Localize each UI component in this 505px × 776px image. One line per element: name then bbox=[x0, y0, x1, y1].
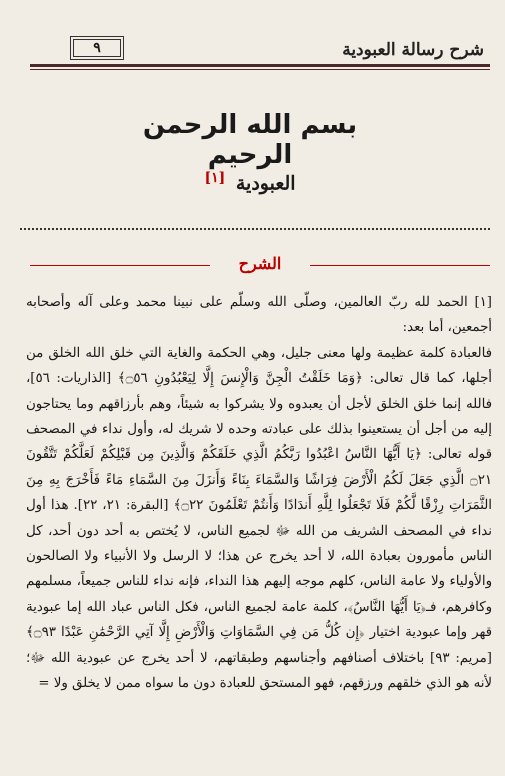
paragraph-1: [١] الحمد لله ربّ العالمين، وصلّى الله وسلّم على نبينا محمد وعلى آله وأصحابه أجمعين، أما بعد: bbox=[26, 295, 492, 336]
section-title bbox=[150, 170, 350, 194]
page-number: ٩ bbox=[93, 40, 101, 56]
sharh-rule-right bbox=[310, 265, 490, 266]
header-rule-thick bbox=[30, 64, 490, 67]
basmala-calligraphy: بسم الله الرحمن الرحيم bbox=[142, 110, 358, 170]
commentary-body bbox=[26, 290, 492, 770]
page-number-box bbox=[70, 36, 124, 60]
sharh-heading bbox=[30, 254, 490, 278]
sharh-label: الشرح bbox=[238, 254, 282, 273]
page-header bbox=[30, 40, 490, 72]
paragraph-2: فالعبادة كلمة عظيمة ولها معنى جليل، وهي الحكمة والغاية التي خلق الله الخلق من أجلها، كما قال تعالى: ﴿وَمَا خَلَقْتُ الْجِنَّ وَالْإِنسَ إِلَّا لِيَعْبُدُونِ ۝٥٦﴾ [الذاريات: ٥٦]، فالله إنما خلق الخلق لأجل أن يعبدوه ولا يشركوا به شيئاً، وهم بأرزاقهم وما يحتاجون إليه من أجل أن يستعينوا بذلك على عبادته وحده لا شريك له، وأول نداء في المصحف قوله تعالى: ﴿يَا أَيُّهَا النَّاسُ اعْبُدُوا رَبَّكُمُ الَّذِي خَلَقَكُمْ وَالَّذِينَ مِن قَبْلِكُمْ لَعَلَّكُمْ تَتَّقُونَ ۝٢١ الَّذِي جَعَلَ لَكُمُ الْأَرْضَ فِرَاشًا وَالسَّمَاءَ بِنَاءً وَأَنزَلَ مِنَ السَّمَاءِ مَاءً فَأَخْرَجَ بِهِ مِنَ الثَّمَرَاتِ رِزْقًا لَّكُمْ فَلَا تَجْعَلُوا لِلَّهِ أَندَادًا وَأَنتُمْ تَعْلَمُونَ ۝٢٢﴾ [البقرة: ٢١، ٢٢]. هذا أول نداء في المصحف الشريف من الله ﷻ لجميع الناس، لا يُختص به أحد دون أحد، كل الناس مأمورون بعبادة الله، لا أحد يخرج عن هذا؛ لا الرسل ولا الأنبياء ولا الصالحون والأولياء ولا عامة الناس، كلهم موجه إليهم هذا النداء، فإنه نداء للناس جميعاً، مسلمهم وكافرهم، فـ﴿يَا أَيُّهَا النَّاسُ﴾، كلمة عامة لجميع الناس، فكل الناس عباد الله إما عبودية قهر وإما عبودية اختيار ﴿إِن كُلُّ مَن فِي السَّمَاوَاتِ وَالْأَرْضِ إِلَّا آتِي الرَّحْمَٰنِ عَبْدًا ۝٩٣﴾ [مريم: ٩٣] باختلاف أصنافهم وأجناسهم وطبقاتهم، لا أحد يخرج عن عبودية الله ﷻ؛ لأنه هو الذي خلقهم ورزقهم، فهو المستحق للعبادة دون ما سواه ممن لا يخلق ولا = bbox=[26, 345, 492, 692]
header-rule-thin bbox=[30, 69, 490, 70]
section-title-text: العبودية bbox=[235, 172, 296, 195]
footnote-marker: [١] bbox=[204, 170, 226, 186]
dotted-divider bbox=[20, 228, 490, 230]
sharh-rule-left bbox=[30, 265, 210, 266]
running-title: شرح رسالة العبودية bbox=[342, 40, 484, 60]
